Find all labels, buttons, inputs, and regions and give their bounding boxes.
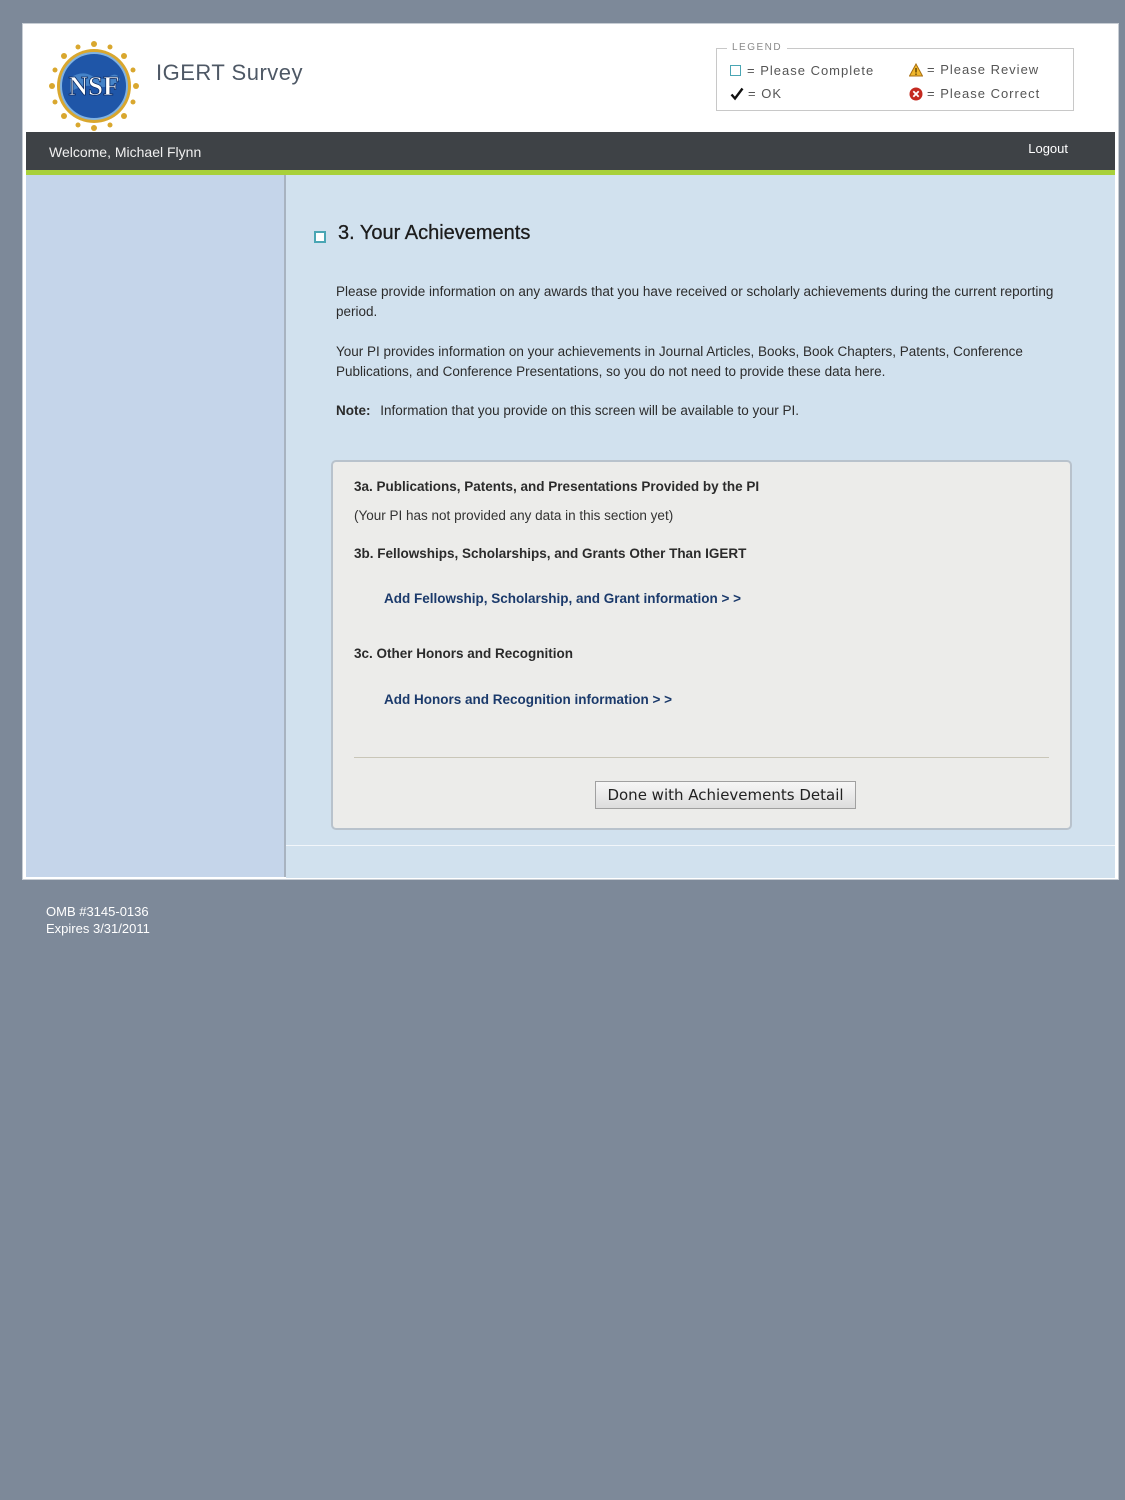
omb-number: OMB #3145-0136 <box>46 904 149 919</box>
section-3c-title: 3c. Other Honors and Recognition <box>354 646 574 661</box>
empty-square-icon <box>730 65 741 76</box>
top-navbar <box>26 132 1115 175</box>
logout-link[interactable]: Logout <box>1028 141 1068 156</box>
add-fellowship-link[interactable]: Add Fellowship, Scholarship, and Grant information > > <box>384 591 742 606</box>
achievements-panel <box>331 460 1072 830</box>
note-text: Information that you provide on this screen will be available to your PI. <box>380 403 799 418</box>
legend-item-ok <box>730 86 782 101</box>
add-honors-link[interactable]: Add Honors and Recognition information > > <box>384 692 673 707</box>
intro-text: Please provide information on any awards that you have received or scholarly achievements during the current reporting period. <box>336 284 1054 319</box>
page-frame <box>22 23 1119 880</box>
legend-label: = OK <box>748 86 782 101</box>
nsf-logo <box>48 40 140 132</box>
note-label: Note: <box>336 403 371 418</box>
legend-item-please-complete <box>730 63 874 78</box>
section-3a-empty-message: (Your PI has not provided any data in this section yet) <box>354 508 674 523</box>
main-content <box>286 175 1115 845</box>
error-circle-icon <box>909 87 923 101</box>
header <box>26 24 1115 132</box>
divider <box>354 757 1049 758</box>
sidebar <box>26 175 286 877</box>
legend-item-please-correct <box>909 86 1040 101</box>
pi-info-text: Your PI provides information on your achievements in Journal Articles, Books, Book Chapters, Patents, Conference Publications, and Conference Presentations, so you do not need to provide these data here. <box>336 344 1023 379</box>
legend-title: LEGEND <box>727 42 787 53</box>
page-footer <box>46 903 150 937</box>
legend-label: = Please Complete <box>747 63 875 78</box>
done-button[interactable]: Done with Achievements Detail <box>595 781 856 809</box>
welcome-message: Welcome, Michael Flynn <box>49 144 202 160</box>
svg-text:NSF: NSF <box>68 71 120 101</box>
section-3b-title: 3b. Fellowships, Scholarships, and Grants Other Than IGERT <box>354 546 747 561</box>
app-title: IGERT Survey <box>156 60 304 85</box>
page-title: 3. Your Achievements <box>338 222 531 244</box>
empty-square-icon <box>314 231 326 243</box>
section-3a-title: 3a. Publications, Patents, and Presentations Provided by the PI <box>354 479 760 494</box>
checkmark-icon <box>730 87 744 101</box>
legend-label: = Please Review <box>927 62 1040 77</box>
content-footer-strip <box>286 845 1115 878</box>
warning-triangle-icon <box>909 63 923 77</box>
legend-label: = Please Correct <box>927 86 1041 101</box>
expiration-date: Expires 3/31/2011 <box>46 921 150 936</box>
legend <box>716 42 1074 111</box>
note <box>336 401 1086 421</box>
legend-item-please-review <box>909 62 1039 77</box>
